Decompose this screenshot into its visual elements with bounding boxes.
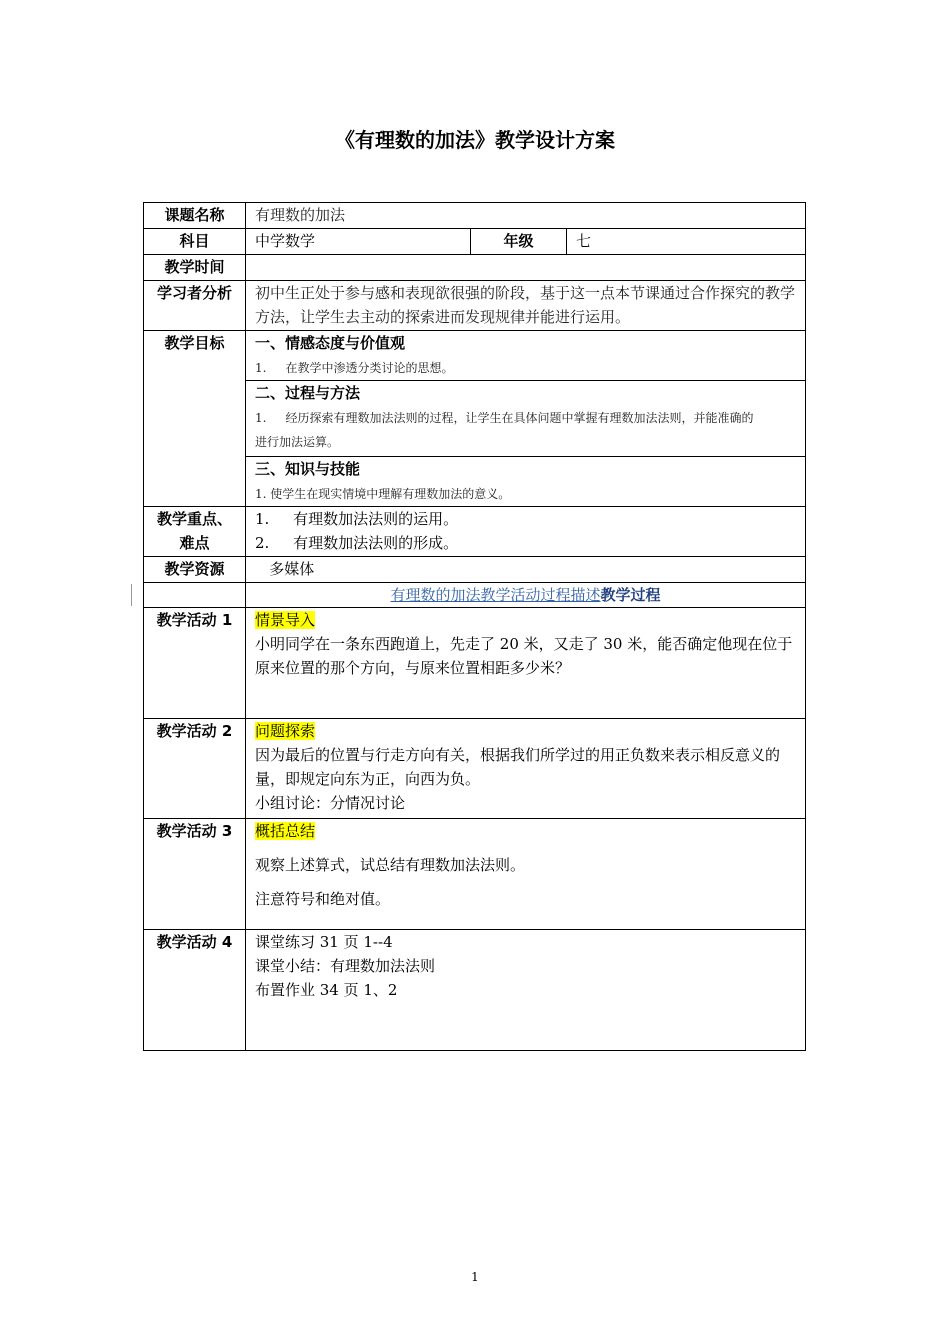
process-link[interactable]: 有理数的加法教学活动过程描述 [390, 586, 601, 604]
goal-item: 1. 经历探索有理数加法法则的过程，让学生在具体问题中掌握有理数加法法则，并能准确的进行加法运算。 [255, 411, 754, 449]
row-time [144, 255, 806, 281]
activity-tag: 问题探索 [255, 722, 316, 740]
activity-label: 教学活动 3 [144, 819, 246, 930]
text-cursor [131, 584, 132, 606]
activity-text: 小明同学在一条东西跑道上，先走了 20 米，又走了 30 米，能否确定他现在位于原来位置的那个方向，与原来位置相距多少米？ [255, 635, 793, 677]
row-resources [144, 557, 806, 583]
key-points-label-line: 难点 [179, 534, 210, 552]
activity-tag: 概括总结 [255, 822, 316, 840]
learner-value: 初中生正处于参与感和表现欲很强的阶段，基于这一点本节课通过合作探究的教学方法，让学生去主动的探索进而发现规律并能进行运用。 [246, 281, 806, 331]
activity-label: 教学活动 1 [144, 608, 246, 719]
goal-section-3 [246, 457, 806, 507]
activity-content [246, 819, 806, 930]
row-key-points [144, 507, 806, 557]
time-label: 教学时间 [144, 255, 246, 281]
activity-text: 布置作业 34 页 1、2 [255, 981, 398, 999]
activity-content [246, 719, 806, 819]
row-activity-1 [144, 608, 806, 719]
page-number: 1 [471, 1270, 479, 1284]
resources-label: 教学资源 [144, 557, 246, 583]
row-topic [144, 203, 806, 229]
activity-content [246, 608, 806, 719]
activity-label: 教学活动 4 [144, 930, 246, 1051]
key-points-label [144, 507, 246, 557]
activity-text: 因为最后的位置与行走方向有关，根据我们所学过的用正负数来表示相反意义的量，即规定向东为正，向西为负。 [255, 746, 781, 788]
row-learner [144, 281, 806, 331]
activity-tag: 情景导入 [255, 611, 316, 629]
subject-value: 中学数学 [246, 229, 471, 255]
time-value [246, 255, 806, 281]
activity-text: 小组讨论：分情况讨论 [255, 794, 406, 812]
row-activity-4 [144, 930, 806, 1051]
grade-value: 七 [567, 229, 806, 255]
topic-label: 课题名称 [144, 203, 246, 229]
process-header-blank [144, 583, 246, 608]
subject-label: 科目 [144, 229, 246, 255]
key-points-label-line: 教学重点、 [156, 510, 232, 528]
activity-text: 注意符号和绝对值。 [255, 890, 391, 908]
row-goals-1 [144, 331, 806, 381]
process-bold-text: 教学过程 [600, 586, 661, 604]
key-point-item: 2. 有理数加法法则的形成。 [255, 534, 459, 552]
key-points-list [246, 507, 806, 557]
goals-label: 教学目标 [144, 331, 246, 507]
row-activity-2 [144, 719, 806, 819]
goal-heading: 三、知识与技能 [255, 460, 361, 478]
activity-text: 课堂练习 31 页 1--4 [255, 933, 393, 951]
row-activity-3 [144, 819, 806, 930]
goal-item: 1. 在教学中渗透分类讨论的思想。 [255, 361, 454, 375]
goal-heading: 二、过程与方法 [255, 384, 361, 402]
lesson-plan-table [143, 202, 806, 1051]
process-header [246, 583, 806, 608]
goal-heading: 一、情感态度与价值观 [255, 334, 406, 352]
goal-section-2 [246, 381, 806, 457]
grade-label: 年级 [471, 229, 567, 255]
goal-section-1 [246, 331, 806, 381]
resources-value: 多媒体 [246, 557, 806, 583]
activity-label: 教学活动 2 [144, 719, 246, 819]
learner-label: 学习者分析 [144, 281, 246, 331]
page-title: 《有理数的加法》教学设计方案 [335, 128, 615, 152]
key-point-item: 1. 有理数加法法则的运用。 [255, 510, 459, 528]
activity-text: 观察上述算式，试总结有理数加法法则。 [255, 856, 526, 874]
topic-value: 有理数的加法 [246, 203, 806, 229]
row-subject [144, 229, 806, 255]
activity-content [246, 930, 806, 1051]
row-process-header [144, 583, 806, 608]
activity-text: 课堂小结：有理数加法法则 [255, 957, 436, 975]
goal-item: 1. 使学生在现实情境中理解有理数加法的意义。 [255, 487, 511, 501]
